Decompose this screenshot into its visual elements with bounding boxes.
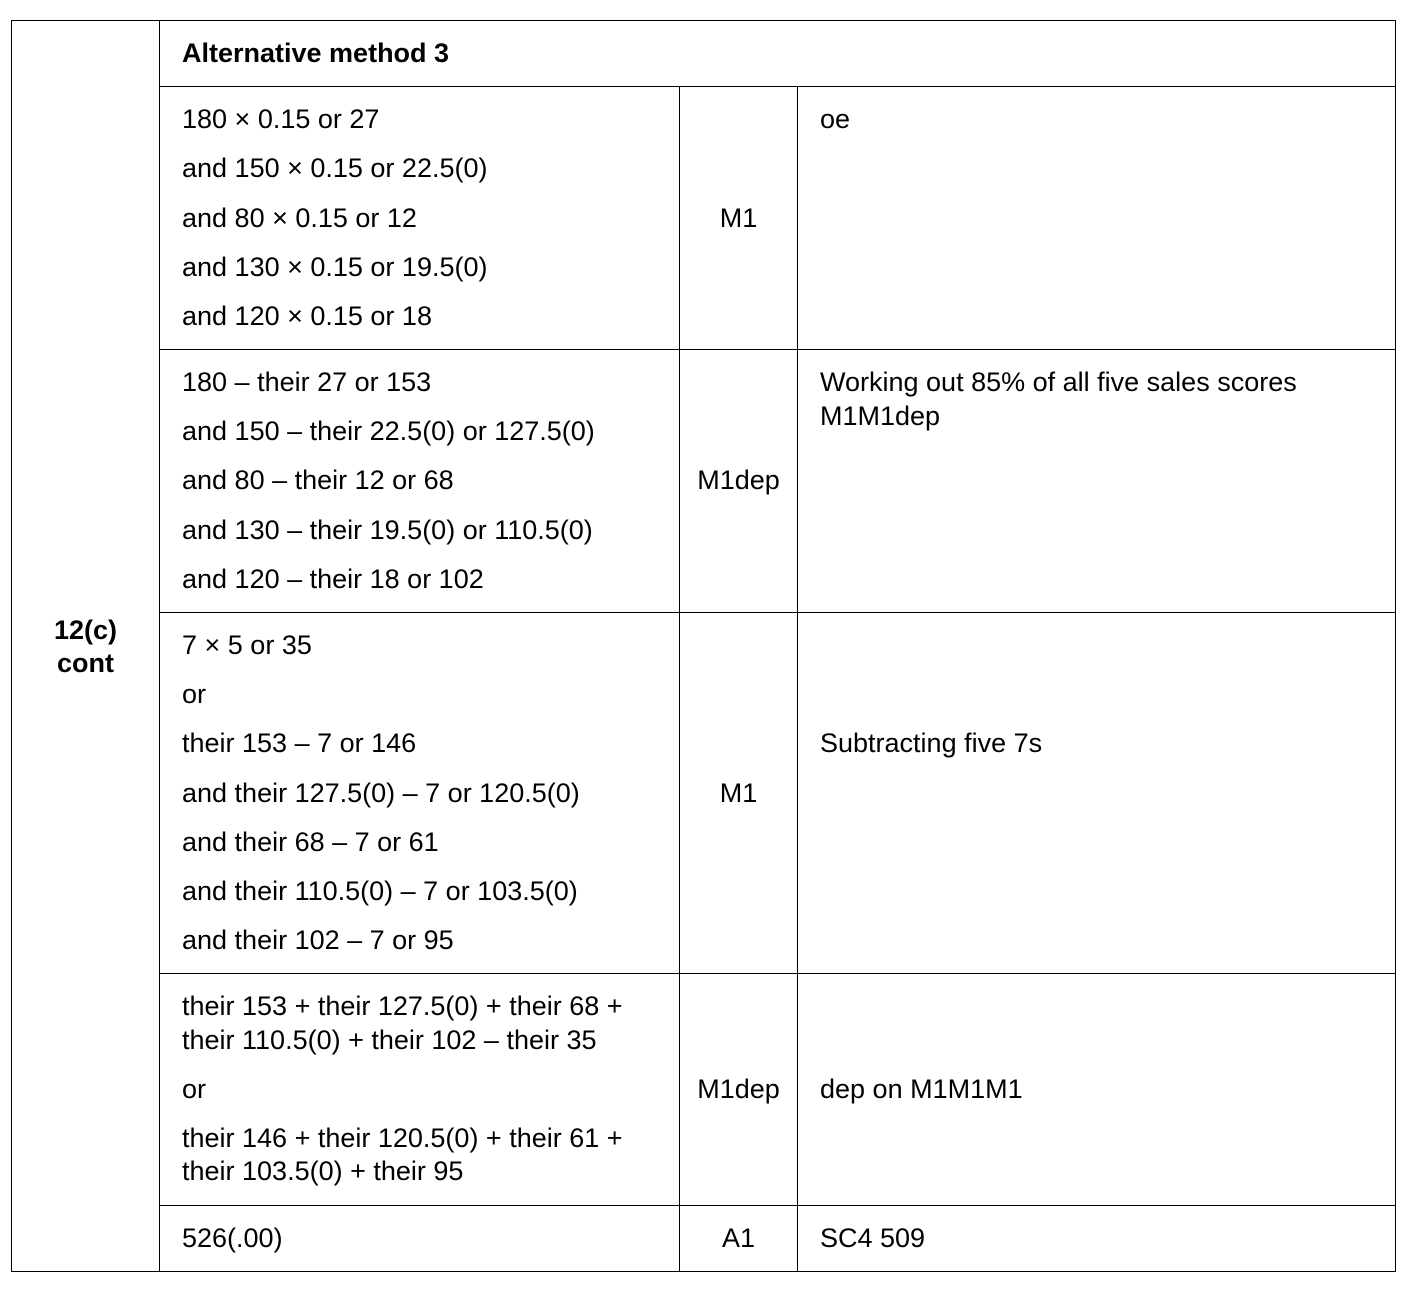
table-border-bottom — [11, 1271, 1396, 1272]
table-border-top — [11, 20, 1396, 21]
row-divider — [159, 973, 1396, 974]
mark: M1 — [719, 778, 758, 808]
mark: M1dep — [697, 1074, 780, 1104]
row-divider — [159, 349, 1396, 350]
working-line: their 153 + their 127.5(0) + their 68 + — [182, 991, 623, 1021]
working-line: and 120 – their 18 or 102 — [182, 564, 484, 594]
working-line: or — [182, 1074, 207, 1104]
row-divider — [159, 1205, 1396, 1206]
mark: M1dep — [697, 465, 780, 495]
row-divider — [159, 612, 1396, 613]
question-number-suffix: cont — [57, 648, 114, 678]
working-line: 7 × 5 or 35 — [182, 630, 312, 660]
working-line: and 130 × 0.15 or 19.5(0) — [182, 252, 488, 282]
comment: M1M1dep — [820, 401, 941, 431]
working-line: and their 110.5(0) – 7 or 103.5(0) — [182, 876, 578, 906]
working-line: 180 × 0.15 or 27 — [182, 104, 380, 134]
working-line: their 103.5(0) + their 95 — [182, 1156, 464, 1186]
working-line: their 110.5(0) + their 102 – their 35 — [182, 1025, 597, 1055]
working-line: and 120 × 0.15 or 18 — [182, 301, 432, 331]
row-divider — [159, 86, 1396, 87]
working-line: and their 127.5(0) – 7 or 120.5(0) — [182, 778, 580, 808]
working-line: and 80 × 0.15 or 12 — [182, 203, 417, 233]
comment: dep on M1M1M1 — [820, 1074, 1023, 1104]
column-divider — [159, 20, 160, 1272]
working-line: their 146 + their 120.5(0) + their 61 + — [182, 1123, 623, 1153]
working-line: and 150 – their 22.5(0) or 127.5(0) — [182, 416, 595, 446]
mark: A1 — [721, 1223, 756, 1253]
working-line: and their 68 – 7 or 61 — [182, 827, 439, 857]
working-line: and 80 – their 12 or 68 — [182, 465, 454, 495]
working-line: 526(.00) — [182, 1223, 283, 1253]
table-border-right — [1395, 20, 1396, 1272]
comment: Subtracting five 7s — [820, 728, 1043, 758]
working-line: or — [182, 679, 207, 709]
mark: M1 — [719, 203, 758, 233]
working-line: and their 102 – 7 or 95 — [182, 925, 454, 955]
working-line: and 130 – their 19.5(0) or 110.5(0) — [182, 515, 593, 545]
comment: Working out 85% of all five sales scores — [820, 367, 1297, 397]
working-line: and 150 × 0.15 or 22.5(0) — [182, 153, 488, 183]
method-heading: Alternative method 3 — [182, 38, 450, 68]
working-line: 180 – their 27 or 153 — [182, 367, 432, 397]
comment: oe — [820, 104, 851, 134]
working-line: their 153 – 7 or 146 — [182, 728, 417, 758]
column-divider — [797, 86, 798, 1272]
question-number: 12(c) — [53, 615, 118, 645]
comment: SC4 509 — [820, 1223, 926, 1253]
